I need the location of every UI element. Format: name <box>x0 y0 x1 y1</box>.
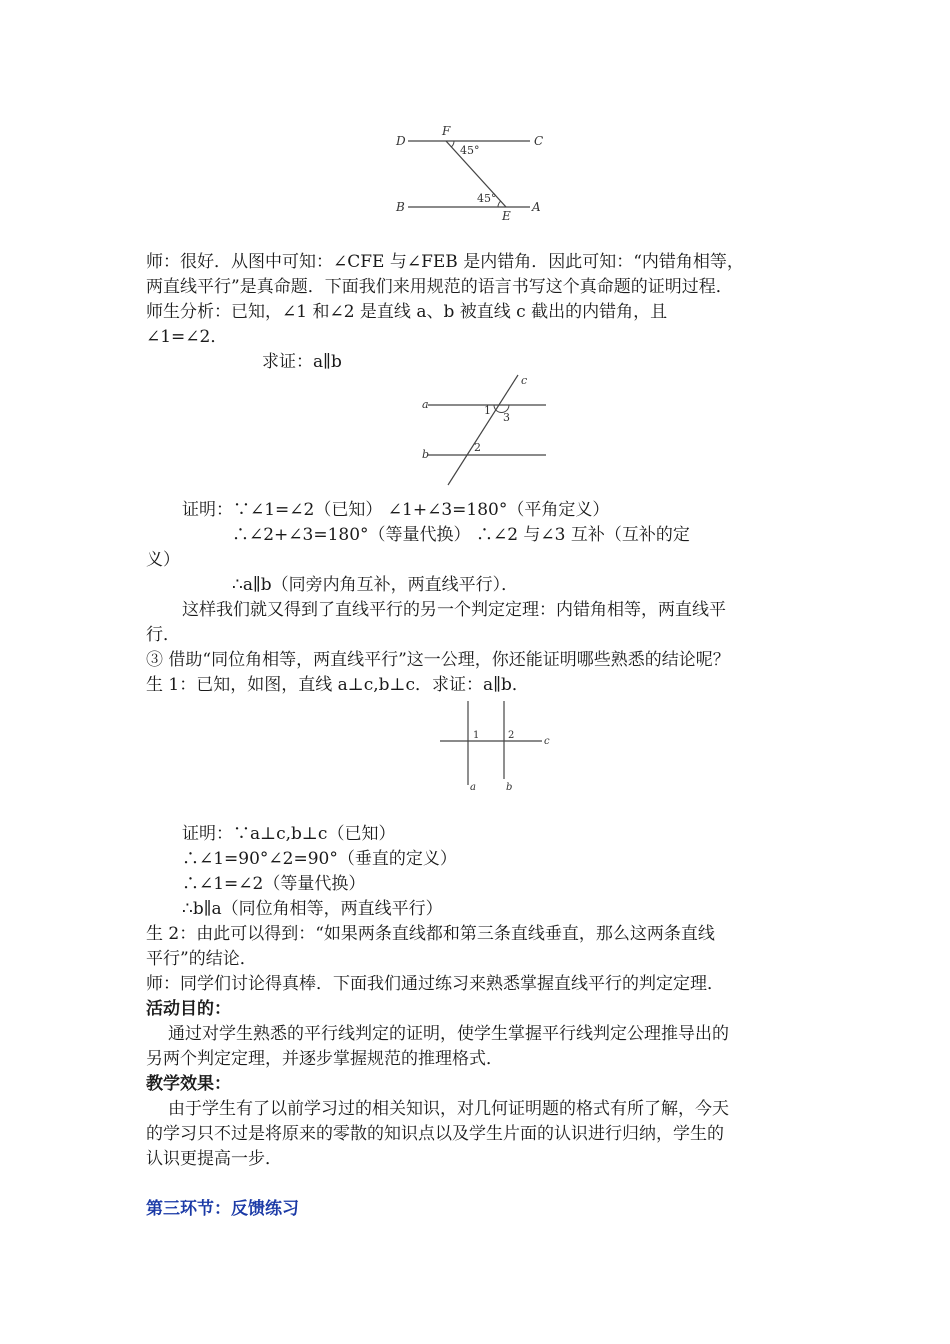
text-line-purpose-1: 通过对学生熟悉的平行线判定的证明，使学生掌握平行线判定公理推导出的 <box>168 1024 729 1044</box>
figure-alternate-angles <box>414 373 568 490</box>
heading-teaching-effect: 教学效果： <box>146 1074 231 1094</box>
label-B: B <box>396 200 405 214</box>
text-line-effect-2: 的学习只不过是将原来的零散的知识点以及学生片面的认识进行归纳，学生的 <box>146 1124 724 1144</box>
text-line-1: 师：很好．从图中可知：∠CFE 与∠FEB 是内错角．因此可知：“内错角相等， <box>146 252 744 272</box>
text-line-2: 两直线平行”是真命题．下面我们来用规范的语言书写这个真命题的证明过程． <box>146 277 733 297</box>
text-line-student-2b: 平行”的结论． <box>146 949 257 969</box>
text-line-question: ③ 借助“同位角相等，两直线平行”这一公理，你还能证明哪些熟悉的结论呢？ <box>146 650 730 670</box>
label-C: C <box>534 134 544 148</box>
text-line-theorem-1: 这样我们就又得到了直线平行的另一个判定定理：内错角相等，两直线平 <box>182 600 726 620</box>
label-1: 1 <box>473 730 480 741</box>
text-line-effect-1: 由于学生有了以前学习过的相关知识，对几何证明题的格式有所了解，今天 <box>168 1099 729 1119</box>
label-1: 1 <box>484 404 491 417</box>
text-line-student-2a: 生 2：由此可以得到：“如果两条直线都和第三条直线垂直，那么这两条直线 <box>146 924 715 944</box>
text-line-proof-2: ∴∠2+∠3=180°（等量代换） ∴∠2 与∠3 互补（互补的定 <box>232 525 690 545</box>
figure-perpendicular-svg <box>430 697 558 797</box>
figure-perpendicular <box>430 697 558 797</box>
text-line-3: 师生分析：已知，∠1 和∠2 是直线 a、b 被直线 c 截出的内错角，且 <box>146 302 668 322</box>
label-b: b <box>422 448 430 461</box>
text-line-theorem-2: 行． <box>146 625 180 645</box>
label-A: A <box>532 200 541 214</box>
label-a: a <box>470 782 476 793</box>
angle-bottom-label: 45° <box>477 192 497 205</box>
heading-activity-purpose: 活动目的： <box>146 999 231 1019</box>
label-2: 2 <box>474 441 481 454</box>
heading-section-three: 第三环节：反馈练习 <box>146 1199 299 1219</box>
text-line-proof-b3: ∴∠1=∠2（等量代换） <box>182 874 366 894</box>
label-E: E <box>502 209 511 223</box>
label-F: F <box>442 125 451 138</box>
label-c: c <box>521 374 528 387</box>
figure-parallel-45 <box>382 125 568 223</box>
text-line-purpose-2: 另两个判定定理，并逐步掌握规范的推理格式． <box>146 1049 503 1069</box>
label-D: D <box>396 134 406 148</box>
text-line-proof-b2: ∴∠1=90°∠2=90°（垂直的定义） <box>182 849 457 869</box>
text-line-teacher: 师：同学们讨论得真棒．下面我们通过练习来熟悉掌握直线平行的判定定理． <box>146 974 724 994</box>
text-line-effect-3: 认识更提高一步． <box>146 1149 282 1169</box>
figure-parallel-45-svg <box>382 125 568 223</box>
label-2: 2 <box>508 730 515 741</box>
text-line-proof-4: ∴a∥b（同旁内角互补，两直线平行）． <box>232 575 519 595</box>
text-line-proof-b4: ∴b∥a（同位角相等，两直线平行） <box>182 899 443 919</box>
text-line-prove: 求证：a∥b <box>262 352 342 372</box>
label-b: b <box>506 782 513 793</box>
angle-top-label: 45° <box>460 144 480 157</box>
text-line-4: ∠1=∠2． <box>146 327 228 347</box>
label-3: 3 <box>503 411 510 424</box>
label-a: a <box>422 398 429 411</box>
text-line-proof-3: 义） <box>146 550 180 570</box>
figure-alternate-angles-svg <box>414 373 568 490</box>
text-line-proof-b1: 证明：∵a⊥c,b⊥c（已知） <box>182 824 396 844</box>
text-line-proof-1: 证明：∵∠1=∠2（已知） ∠1+∠3=180°（平角定义） <box>182 500 610 520</box>
label-c: c <box>544 736 550 747</box>
text-line-student-1: 生 1：已知，如图，直线 a⊥c,b⊥c．求证：a∥b． <box>146 675 529 695</box>
